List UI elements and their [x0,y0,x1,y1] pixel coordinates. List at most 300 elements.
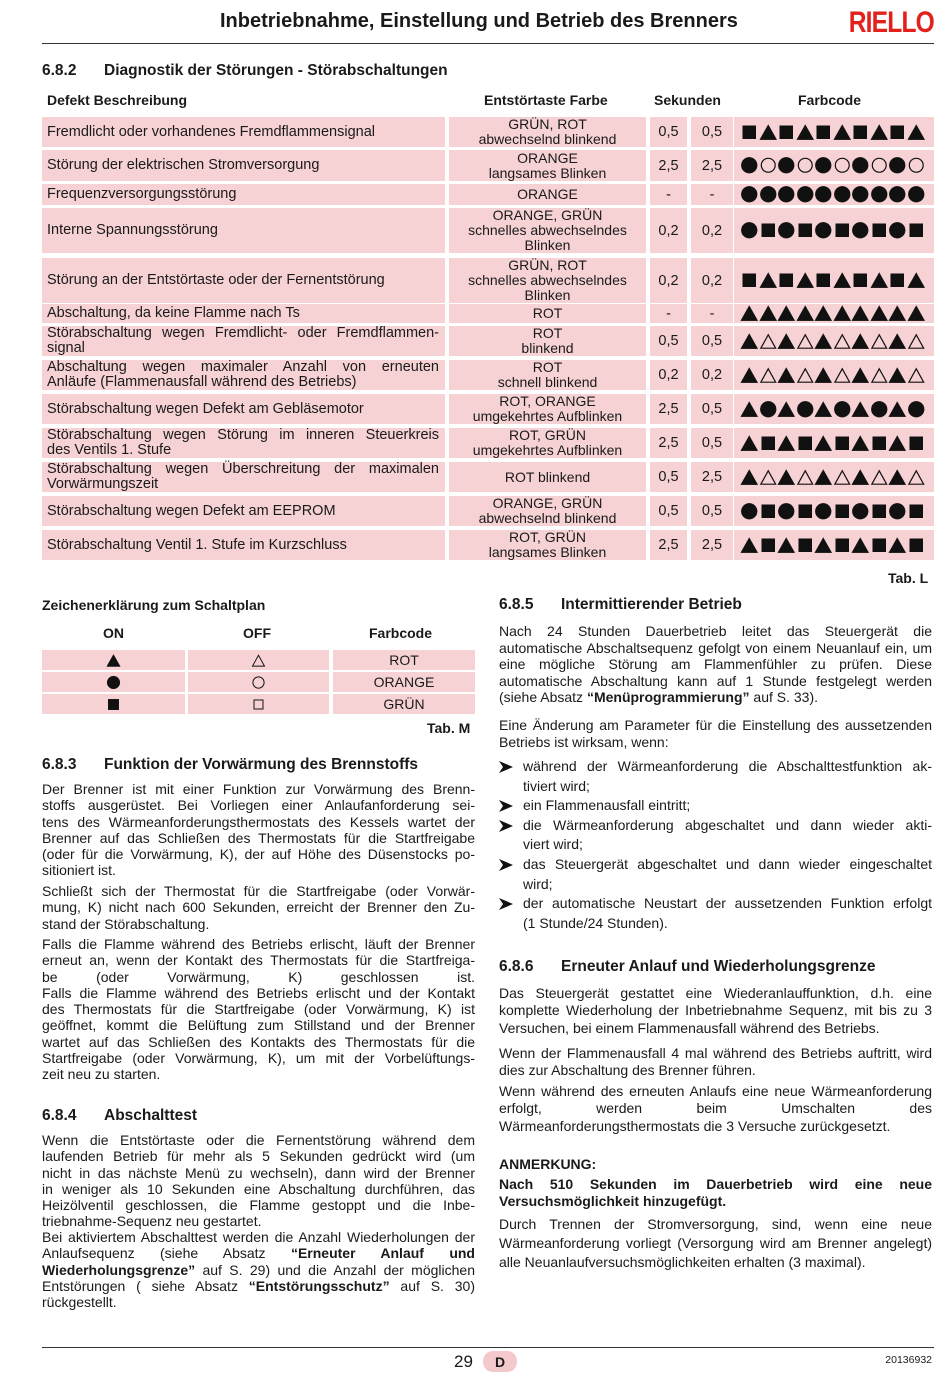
defect-description [42,258,445,303]
symbol-row [740,401,925,418]
square-filled-icon [907,434,926,453]
triangle-filled-icon [907,271,926,290]
circle-outline-icon [251,675,266,690]
table-row [42,258,934,303]
triangle-filled-icon [907,123,926,142]
list-item [499,894,932,933]
square-filled-icon [870,434,889,453]
table-row [42,150,934,181]
reset-button-color [449,394,646,424]
seconds-on: 2,5 [650,394,687,424]
triangle-filled-icon [740,366,759,385]
square-filled-icon [888,123,907,142]
section-683-heading: 6.8.3 Funktion der Vorwärmung des Brennstoffs [42,756,419,773]
square-filled-icon [907,536,926,555]
triangle-filled-icon [888,434,907,453]
triangle-filled-icon [740,400,759,419]
list-item-line: der automatische Neustart der aussetzenden Funktion erfolgt [523,895,932,912]
square-filled-icon [870,536,889,555]
col-header-desc: Defekt Beschreibung [47,92,188,108]
circle-filled-icon [888,221,907,240]
defect-line: Vorwärmungszeit [47,476,159,492]
circle-filled-icon [851,221,870,240]
text-line: Falls die Flamme während des Betriebs erlischt, läuft der Brenner [42,936,475,952]
square-filled-icon [870,502,889,521]
color-line: schnelles abwechselndes [468,222,627,238]
section-685-bullet-list [499,757,932,933]
circle-filled-icon [814,221,833,240]
color-code-sequence [734,360,934,390]
triangle-filled-icon [851,536,870,555]
circle-filled-icon [759,400,778,419]
defect-line: Abschaltung wegen maximaler Anzahl von erneuten [47,359,439,375]
defect-line: signal [47,340,85,356]
symbol-row [740,503,925,520]
square-filled-icon [814,271,833,290]
triangle-outline-icon [870,468,889,487]
triangle-filled-icon [888,468,907,487]
square-filled-icon [814,123,833,142]
footer-rule [42,1347,934,1348]
color-code-sequence [734,326,934,356]
seconds-on: 0,2 [650,208,687,253]
table-row [42,117,934,147]
list-item-line: tiviert wird; [523,777,590,794]
square-filled-icon [740,123,759,142]
table-row [42,304,934,323]
language-badge: D [483,1351,517,1372]
seconds-off: 2,5 [691,530,733,560]
triangle-outline-icon [759,366,778,385]
arrow-bullet-icon [499,820,513,832]
triangle-filled-icon [740,468,759,487]
text-line: wartet auf das Schließen des Kontakts des Thermostats für die [42,1033,475,1050]
seconds-on: 0,2 [650,258,687,303]
defect-text: Interne Spannungsstörung [47,222,218,238]
text-line: stoffs ausgerüstet. Bei Vorliegen einer Anlaufanforderung sei- [42,797,475,814]
table-ref-l: Tab. L [888,570,929,586]
legend-on-cell [42,672,185,692]
color-code-sequence [734,530,934,560]
symbol-row [740,222,925,239]
col-header-color: Entstörtaste Farbe [484,92,608,108]
text-line: Falls die Flamme während des Betriebs erlischt und der Kontakt [42,984,475,1001]
reset-button-color [449,428,646,458]
square-filled-icon [907,221,926,240]
defect-description [42,394,445,424]
circle-filled-icon [888,185,907,204]
text-line: nicht in das nächste Menü zu wechseln), dann wird der Brenner [42,1164,475,1181]
triangle-filled-icon [851,468,870,487]
seconds-off: 0,2 [691,208,733,253]
square-filled-icon [870,221,889,240]
seconds-on: 0,5 [650,496,687,526]
square-filled-icon [796,502,815,521]
triangle-outline-icon [907,366,926,385]
circle-filled-icon [740,502,759,521]
seconds-off: 0,5 [691,117,733,147]
table-row [42,360,934,390]
circle-filled-icon [851,185,870,204]
symbol-row [740,469,925,486]
triangle-filled-icon [870,271,889,290]
text-line: zeit neu zu starten. [42,1066,161,1083]
circle-filled-icon [851,156,870,175]
section-684-heading: 6.8.4 Abschalttest [42,1107,198,1124]
seconds-off: 0,5 [691,496,733,526]
symbol-row [740,157,925,174]
triangle-filled-icon [740,434,759,453]
square-filled-icon [851,123,870,142]
section-683-p1 [42,781,475,879]
reset-button-color [449,150,646,181]
color-code-sequence [734,462,934,492]
triangle-filled-icon [833,304,852,323]
color-code-sequence [734,208,934,253]
triangle-filled-icon [851,366,870,385]
text-line: erneut an, wenn der Kontakt des Thermostats für die Startfreiga- [42,952,475,969]
color-line: umgekehrtes Aufblinken [472,408,623,424]
seconds-on: 0,2 [650,360,687,390]
table-row [42,428,934,458]
triangle-filled-icon [796,123,815,142]
triangle-filled-icon [851,434,870,453]
triangle-outline-icon [759,468,778,487]
circle-filled-icon [777,156,796,175]
triangle-filled-icon [851,400,870,419]
square-filled-icon [740,271,759,290]
circle-filled-icon [106,675,121,690]
triangle-filled-icon [814,434,833,453]
triangle-filled-icon [106,653,121,668]
color-line: blinkend [521,340,574,356]
triangle-outline-icon [907,468,926,487]
color-line: ROT, GRÜN [509,529,586,545]
symbol-row [740,186,925,203]
text-line: sitioniert ist. [42,862,116,879]
reset-button-color [449,530,646,560]
triangle-filled-icon [740,332,759,351]
note-bold: Nach 510 Sekunden im Dauerbetrieb wird eine neue Versuchsmöglichkeit hinzugefügt. [499,1176,932,1210]
square-filled-icon [833,434,852,453]
triangle-filled-icon [814,366,833,385]
color-line: ROT, GRÜN [509,427,586,443]
color-line: abwechselnd blinkend [478,131,617,147]
symbol-row [740,272,925,289]
seconds-on: 0,5 [650,117,687,147]
text-line: stand der Störabschaltung. [42,915,210,932]
seconds-on: - [650,184,687,205]
text-line: triebnahme-Sequenz neu gestartet. [42,1213,262,1230]
seconds-on: - [650,304,687,323]
text-line: geöffnet, kommt die Belüftung zum Stillstand und der Brenner [42,1017,475,1034]
list-item-line: ein Flammenausfall eintritt; [523,797,691,814]
text-line: Der Brenner ist mit einer Funktion zur Vorwärmung des Brenn- [42,781,475,797]
text-line: Heizölventil geschlossen, die Flamme gestoppt und die Inbe- [42,1197,475,1214]
circle-outline-icon [833,156,852,175]
col-header-seconds: Sekunden [654,92,721,108]
triangle-filled-icon [888,332,907,351]
square-filled-icon [833,221,852,240]
triangle-filled-icon [888,536,907,555]
triangle-filled-icon [907,304,926,323]
legend-color-cell: GRÜN [333,694,475,714]
defect-description [42,304,445,323]
page-header [42,0,934,44]
defect-text: Störabschaltung Ventil 1. Stufe im Kurzschluss [47,536,347,553]
seconds-off: 0,5 [691,428,733,458]
note-title: ANMERKUNG: [499,1156,597,1172]
arrow-bullet-icon [499,761,513,773]
list-item-line: während der Wärmeanforderung die Abschalttestfunktion ak- [523,758,932,774]
square-filled-icon [907,502,926,521]
triangle-outline-icon [796,332,815,351]
square-filled-icon [759,434,778,453]
defect-description [42,326,445,356]
list-item-line: viert wird; [523,836,583,853]
color-line: schnelles abwechselndes [468,272,627,288]
triangle-filled-icon [833,271,852,290]
color-line: abwechselnd blinkend [478,510,617,526]
circle-filled-icon [777,185,796,204]
color-line: schnell blinkend [497,374,598,390]
triangle-outline-icon [796,468,815,487]
triangle-outline-icon [251,653,266,668]
reset-button-color [449,496,646,526]
section-683-p3 [42,936,475,1083]
text-line: Startfreigabe (oder Vorwärmung, K), um mit der Vorbelüftungs- [42,1050,475,1067]
defect-description [42,117,445,147]
color-line: ROT [532,359,563,375]
square-filled-icon [759,536,778,555]
text-line: des Thermostats für die Startfreigabe (oder Vorwärmung, K) ist [42,1001,475,1018]
triangle-filled-icon [814,332,833,351]
seconds-off: 2,5 [691,150,733,181]
list-item-line: die Wärmeanforderung abgeschaltet und dann wieder akti- [523,816,932,833]
circle-filled-icon [814,156,833,175]
defect-description [42,184,445,205]
triangle-filled-icon [740,536,759,555]
square-filled-icon [851,271,870,290]
triangle-outline-icon [796,366,815,385]
text-line: (oder für die Vorwärmung, K), der auf Höhe des Düsenstocks po- [42,846,475,863]
legend-title: Zeichenerklärung zum Schaltplan [42,597,266,613]
symbol-row [740,537,925,554]
section-686-p3: Wenn während des erneuten Anlaufs eine neue Wärmeanforderung erfolgt, werden beim Umschalten des Wärmeanforderungsthermostats die 3 Versuche zurückgesetzt. [499,1083,932,1134]
triangle-filled-icon [796,271,815,290]
table-row [42,394,934,424]
color-line: ORANGE [517,149,578,166]
reset-button-color [449,326,646,356]
circle-filled-icon [870,400,889,419]
defect-text: Frequenzversorgungsstörung [47,186,237,202]
text-line: laufenden Betrieb für mehr als 5 Sekunden gedrückt wird (um [42,1148,475,1165]
circle-filled-icon [870,185,889,204]
circle-outline-icon [759,156,778,175]
circle-filled-icon [796,400,815,419]
triangle-filled-icon [777,304,796,323]
triangle-filled-icon [796,304,815,323]
triangle-filled-icon [814,400,833,419]
circle-filled-icon [888,502,907,521]
list-item [499,757,932,796]
list-item-line: (1 Stunde/24 Stunden). [523,914,668,931]
circle-filled-icon [907,400,926,419]
color-line: ROT blinkend [504,468,591,485]
triangle-filled-icon [740,304,759,323]
triangle-filled-icon [870,123,889,142]
triangle-filled-icon [759,271,778,290]
riello-logo: RIELLO [848,6,934,39]
defect-line: Störabschaltung wegen Fremdlicht- oder Fremdflammen- [47,325,439,341]
circle-filled-icon [888,156,907,175]
color-line: GRÜN, ROT [508,116,587,132]
list-item-line: das Steuergerät abgeschaltet und dann wieder eingeschaltet [523,855,932,872]
seconds-off: 0,5 [691,394,733,424]
color-line: langsames Blinken [488,544,607,560]
table-row [42,530,934,560]
section-683-p2 [42,883,475,932]
reset-button-color [449,184,646,205]
circle-filled-icon [777,221,796,240]
legend-off-cell [188,694,329,714]
color-code-sequence [734,304,934,323]
legend-color-cell: ORANGE [333,672,475,692]
seconds-on: 2,5 [650,530,687,560]
legend-on-cell [42,694,185,714]
section-685-heading: 6.8.5 Intermittierender Betrieb [499,596,742,613]
color-code-sequence [734,428,934,458]
defect-description [42,208,445,253]
color-line: ROT [532,305,563,321]
color-line: ORANGE, GRÜN [492,207,603,223]
symbol-row [740,367,925,384]
text-line: mung, K) nicht nach 600 Sekunden, erreicht der Brenner den Zu- [42,899,475,916]
table-row [42,326,934,356]
text-line: Brenner auf das Schließen des Thermostats für die Startfreigabe [42,829,475,846]
circle-filled-icon [740,221,759,240]
square-filled-icon [796,434,815,453]
triangle-outline-icon [870,366,889,385]
color-line: Blinken [524,237,571,253]
color-line: ROT, ORANGE [499,393,596,409]
seconds-off: 0,2 [691,360,733,390]
symbol-row [740,435,925,452]
color-line: GRÜN, ROT [508,257,587,273]
square-filled-icon [796,221,815,240]
triangle-filled-icon [888,400,907,419]
defect-description [42,360,445,390]
circle-filled-icon [907,185,926,204]
list-item-line: wird; [523,875,553,892]
triangle-filled-icon [814,536,833,555]
triangle-filled-icon [851,332,870,351]
seconds-off: 2,5 [691,462,733,492]
color-line: langsames Blinken [488,164,607,181]
defect-description [42,428,445,458]
defect-line: Störabschaltung wegen Überschreitung der maximalen [47,461,439,477]
triangle-outline-icon [907,332,926,351]
table-row [42,462,934,492]
table-row [42,496,934,526]
seconds-off: - [691,304,733,323]
page-number: 29 [454,1352,473,1371]
color-line: umgekehrtes Aufblinken [472,442,623,458]
triangle-filled-icon [777,434,796,453]
circle-filled-icon [833,400,852,419]
triangle-outline-icon [870,332,889,351]
list-item [499,796,932,816]
triangle-filled-icon [851,304,870,323]
color-code-sequence [734,394,934,424]
document-code: 20136932 [885,1354,932,1366]
square-filled-icon [777,123,796,142]
defect-line: Anläufe (Flammenausfall während des Betriebs) [47,374,357,390]
color-line: ORANGE, GRÜN [492,495,603,511]
section-686-heading: 6.8.6 Erneuter Anlauf und Wiederholungsgrenze [499,958,876,975]
circle-outline-icon [907,156,926,175]
defect-text: Störabschaltung wegen Defekt am EEPROM [47,502,336,519]
triangle-filled-icon [777,366,796,385]
defect-description [42,530,445,560]
color-code-sequence [734,117,934,147]
defect-description [42,150,445,181]
triangle-outline-icon [833,366,852,385]
table-row [42,184,934,205]
section-685-p1: Nach 24 Stunden Dauerbetrieb leitet das Steuergerät die automatische Abschaltsequenz gefolgt von einem Neuanlauf ein, um eine mögliche Störung am Flammenfühler zu prüfen. Diese automatische Abschaltung kann auf 1 Stunde festgelegt werden (siehe Absatz “Menüprogrammierung” auf S. 33). [499,623,932,706]
defect-text: Abschaltung, da keine Flamme nach Ts [47,305,300,321]
text-line: in weniger als 10 Sekunden eine Abschaltung durchführen, das [42,1180,475,1197]
circle-filled-icon [814,502,833,521]
symbol-row [740,305,925,322]
triangle-filled-icon [888,366,907,385]
color-code-sequence [734,258,934,303]
circle-filled-icon [759,185,778,204]
legend-on-cell [42,650,185,670]
seconds-on: 2,5 [650,428,687,458]
reset-button-color [449,304,646,323]
circle-filled-icon [796,185,815,204]
reset-button-color [449,117,646,147]
circle-filled-icon [833,185,852,204]
reset-button-color [449,208,646,253]
section-682-heading: 6.8.2 Diagnostik der Störungen - Störabschaltungen [42,62,448,79]
list-item [499,816,932,855]
reset-button-color [449,360,646,390]
table-row [42,208,934,253]
defect-text: Störung an der Entstörtaste oder der Fernentstörung [47,272,385,288]
square-filled-icon [106,697,121,712]
triangle-filled-icon [777,536,796,555]
list-item [499,855,932,894]
reset-button-color [449,462,646,492]
color-line: ROT [532,325,563,341]
legend-off-cell [188,650,329,670]
circle-filled-icon [740,156,759,175]
section-686-p1: Das Steuergerät gestattet eine Wiederanlauffunktion, d.h. eine komplette Wiederholung der Inbetriebnahme Sequenz, mit bis zu 3 Versuchen, bei einem Flammenausfall während des Betriebs. [499,985,932,1036]
circle-filled-icon [851,502,870,521]
defect-description [42,462,445,492]
triangle-filled-icon [814,304,833,323]
defect-text: Fremdlicht oder vorhandenes Fremdflammensignal [47,123,376,140]
col-header-code: Farbcode [798,92,862,108]
defect-line: des Ventils 1. Stufe [47,442,172,458]
symbol-row [740,124,925,141]
text-line: Wenn die Entstörtaste oder die Fernentstörung während dem [42,1132,475,1148]
square-filled-icon [888,271,907,290]
note-text: Durch Trennen der Stromversorgung, sind, wenn eine neue Wärmeanforderung vorliegt (Versorgung wird am Brenner angelegt) alle Neuanlaufversuchsmöglichkeiten erhalten (3 maximal). [499,1216,932,1270]
square-filled-icon [833,536,852,555]
